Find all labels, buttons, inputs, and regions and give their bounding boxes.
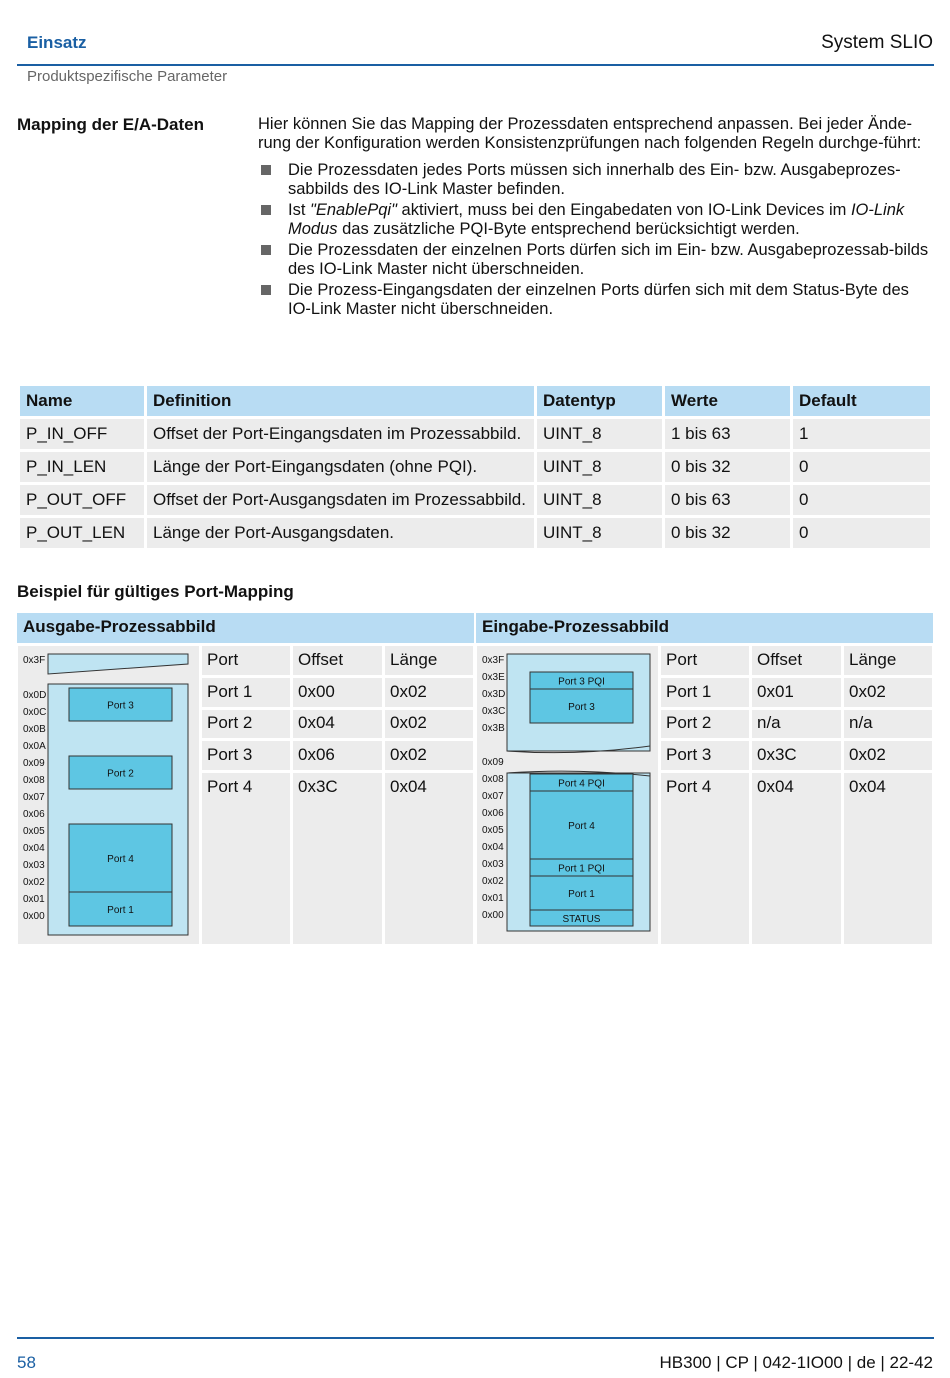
header-subtitle: Produktspezifische Parameter xyxy=(27,68,228,85)
table-cell: P_OUT_OFF xyxy=(20,485,144,515)
table-cell: 1 xyxy=(793,419,930,449)
address-label: 0x3F xyxy=(482,655,505,666)
row-separator xyxy=(293,675,382,678)
address-label: 0x01 xyxy=(482,893,504,904)
mapping-cell: 0x04 xyxy=(298,713,335,733)
mapping-cell: 0x06 xyxy=(298,745,335,765)
mapping-header-cell: Länge xyxy=(390,650,438,669)
port-block-label: Port 2 xyxy=(107,768,134,780)
row-separator xyxy=(293,738,382,741)
mapping-cell: Port 4 xyxy=(666,776,712,796)
row-separator xyxy=(293,707,382,710)
row-separator xyxy=(293,770,382,773)
mapping-cell: Port 1 xyxy=(207,681,253,701)
output-mapping-panel xyxy=(17,613,474,945)
port-block-label: Port 1 xyxy=(107,905,134,916)
mapping-cell: 0x02 xyxy=(390,745,427,765)
address-label: 0x0A xyxy=(23,741,46,752)
row-separator xyxy=(752,738,841,741)
row-separator xyxy=(844,770,932,773)
table-row xyxy=(20,452,930,482)
header-divider xyxy=(17,64,934,66)
bullet-square-icon xyxy=(261,165,271,175)
address-label: 0x3B xyxy=(482,723,505,734)
table-cell: Länge der Port-Eingangsdaten (ohne PQI). xyxy=(147,452,534,482)
address-label: 0x08 xyxy=(482,774,504,785)
column-header: Werte xyxy=(665,386,790,416)
address-label: 0x04 xyxy=(23,843,45,854)
row-separator xyxy=(844,707,932,710)
product-title: System SLIO xyxy=(821,32,933,53)
row-separator xyxy=(202,738,290,741)
mapping-cell: 0x02 xyxy=(849,681,886,701)
port-block-label: Port 4 xyxy=(107,854,134,865)
mapping-header-cell: Länge xyxy=(849,650,897,669)
row-separator xyxy=(661,738,749,741)
table-header-row xyxy=(20,386,930,416)
output-memory-diagram-cell xyxy=(18,646,199,944)
section-title: Mapping der E/A-Daten xyxy=(17,115,205,134)
row-separator xyxy=(661,770,749,773)
port-block-label: Port 1 xyxy=(568,889,595,900)
rule-item: Ist "EnablePqi" aktiviert, muss bei den Eingabedaten von IO-Link Devices im IO-Link Modus das zusätzliche PQI-Byte entsprechend berücksichtigt werden. xyxy=(258,201,933,239)
address-label: 0x02 xyxy=(482,876,504,887)
mapping-cell: Port 1 xyxy=(666,681,712,701)
rule-item: Die Prozessdaten jedes Ports müssen sich innerhalb des Ein- bzw. Ausgabeprozes-sabbilds des IO-Link Master befinden. xyxy=(258,161,933,199)
port-block-label: Port 3 PQI xyxy=(558,676,605,688)
document-reference: HB300 | CP | 042-1IO00 | de | 22-42 xyxy=(659,1353,933,1372)
port-block-label: Port 1 PQI xyxy=(558,863,605,875)
mapping-cell: Port 2 xyxy=(666,713,712,733)
table-cell: Länge der Port-Ausgangsdaten. xyxy=(147,518,534,548)
address-label: 0x06 xyxy=(23,809,45,820)
table-cell: P_OUT_LEN xyxy=(20,518,144,548)
address-label: 0x07 xyxy=(23,792,45,803)
table-cell: 0 bis 32 xyxy=(665,452,790,482)
table-cell: Offset der Port-Eingangsdaten im Prozessabbild. xyxy=(147,419,534,449)
port-block-label: Port 4 xyxy=(568,821,595,832)
rule-item: Die Prozess-Eingangsdaten der einzelnen Ports dürfen sich mit dem Status-Byte des IO-Link Master nicht überschneiden. xyxy=(258,281,933,319)
intro-paragraph: Hier können Sie das Mapping der Prozessdaten entsprechend anpassen. Bei jeder Ände-rung der Konfiguration werden Konsistenzprüfungen nach folgenden Regeln durchge-führt: xyxy=(258,115,922,152)
row-separator xyxy=(385,770,473,773)
column-header: Definition xyxy=(147,386,534,416)
mapping-header-cell: Offset xyxy=(298,650,344,669)
table-cell: 0 xyxy=(793,485,930,515)
bullet-square-icon xyxy=(261,245,271,255)
input-mapping-panel xyxy=(476,613,933,945)
address-label: 0x06 xyxy=(482,808,504,819)
table-cell: Offset der Port-Ausgangsdaten im Prozessabbild. xyxy=(147,485,534,515)
mapping-cell: 0x3C xyxy=(757,745,797,765)
mapping-cell: 0x02 xyxy=(390,681,427,701)
address-label: 0x08 xyxy=(23,775,45,786)
row-separator xyxy=(202,707,290,710)
column-header: Default xyxy=(793,386,930,416)
mapping-header-cell: Port xyxy=(207,650,239,669)
footer-divider xyxy=(17,1337,934,1339)
mapping-header-cell: Port xyxy=(666,650,698,669)
address-label: 0x0B xyxy=(23,724,46,735)
table-cell: 0 bis 32 xyxy=(665,518,790,548)
address-label: 0x01 xyxy=(23,894,45,905)
mapping-cell: 0x04 xyxy=(390,776,427,796)
address-label: 0x07 xyxy=(482,791,504,802)
bullet-square-icon xyxy=(261,205,271,215)
address-label: 0x3E xyxy=(482,672,505,683)
mapping-cell: 0x04 xyxy=(849,776,886,796)
mapping-cell: 0x02 xyxy=(390,713,427,733)
table-cell: P_IN_LEN xyxy=(20,452,144,482)
row-separator xyxy=(202,675,290,678)
chapter-title: Einsatz xyxy=(27,33,87,52)
input-memory-diagram-cell xyxy=(477,646,658,944)
mapping-cell: 0x3C xyxy=(298,776,338,796)
mapping-cell: 0x02 xyxy=(849,745,886,765)
table-row xyxy=(20,518,930,548)
row-separator xyxy=(385,675,473,678)
mapping-cell: 0x04 xyxy=(757,776,794,796)
table-cell: UINT_8 xyxy=(537,485,662,515)
table-row xyxy=(20,419,930,449)
address-label: 0x03 xyxy=(482,859,504,870)
address-label: 0x09 xyxy=(482,757,504,768)
row-separator xyxy=(661,707,749,710)
row-separator xyxy=(202,770,290,773)
address-label: 0x03 xyxy=(23,860,45,871)
table-cell: P_IN_OFF xyxy=(20,419,144,449)
address-label: 0x09 xyxy=(23,758,45,769)
output-memory-diagram xyxy=(18,646,199,944)
mapping-cell: 0x00 xyxy=(298,681,335,701)
column-header: Datentyp xyxy=(537,386,662,416)
mapping-cell: Port 3 xyxy=(207,745,253,765)
table-cell: 0 xyxy=(793,452,930,482)
row-separator xyxy=(661,675,749,678)
mapping-cell: n/a xyxy=(849,713,873,733)
mapping-cell: Port 2 xyxy=(207,713,253,733)
mapping-cell: Port 3 xyxy=(666,745,712,765)
row-separator xyxy=(844,675,932,678)
address-label: 0x0C xyxy=(23,707,47,718)
mapping-cell: n/a xyxy=(757,713,781,733)
row-separator xyxy=(752,707,841,710)
table-cell: UINT_8 xyxy=(537,518,662,548)
input-panel-title: Eingabe-Prozessabbild xyxy=(476,613,933,643)
address-label: 0x00 xyxy=(23,911,45,922)
rule-item: Die Prozessdaten der einzelnen Ports dürfen sich im Ein- bzw. Ausgabeprozessab-bilds des IO-Link Master nicht überschneiden. xyxy=(258,241,933,279)
address-label: 0x02 xyxy=(23,877,45,888)
table-cell: 0 xyxy=(793,518,930,548)
row-separator xyxy=(385,707,473,710)
rules-list xyxy=(258,161,933,319)
port-block-label: Port 3 xyxy=(107,700,134,712)
address-label: 0x3C xyxy=(482,706,506,717)
row-separator xyxy=(844,738,932,741)
port-block-label: Port 3 xyxy=(568,702,595,713)
address-label: 0x05 xyxy=(482,825,504,836)
page-number: 58 xyxy=(17,1353,36,1372)
example-title: Beispiel für gültiges Port-Mapping xyxy=(17,582,294,601)
mapping-cell: Port 4 xyxy=(207,776,253,796)
table-cell: UINT_8 xyxy=(537,452,662,482)
table-row xyxy=(20,485,930,515)
table-cell: UINT_8 xyxy=(537,419,662,449)
section-intro xyxy=(258,115,933,321)
port-block-label: STATUS xyxy=(562,914,601,925)
table-cell: 0 bis 63 xyxy=(665,485,790,515)
row-separator xyxy=(752,675,841,678)
column-header: Name xyxy=(20,386,144,416)
address-label: 0x3F xyxy=(23,655,46,666)
port-block-label: Port 4 PQI xyxy=(558,778,605,790)
address-label: 0x04 xyxy=(482,842,504,853)
mapping-cell: 0x01 xyxy=(757,681,794,701)
table-cell: 1 bis 63 xyxy=(665,419,790,449)
address-label: 0x05 xyxy=(23,826,45,837)
parameter-table xyxy=(17,383,933,551)
mapping-header-cell: Offset xyxy=(757,650,803,669)
row-separator xyxy=(752,770,841,773)
row-separator xyxy=(385,738,473,741)
bullet-square-icon xyxy=(261,285,271,295)
address-label: 0x0D xyxy=(23,690,47,701)
address-label: 0x3D xyxy=(482,689,506,700)
address-label: 0x00 xyxy=(482,910,504,921)
input-memory-diagram xyxy=(477,646,658,944)
output-panel-title: Ausgabe-Prozessabbild xyxy=(17,613,474,643)
